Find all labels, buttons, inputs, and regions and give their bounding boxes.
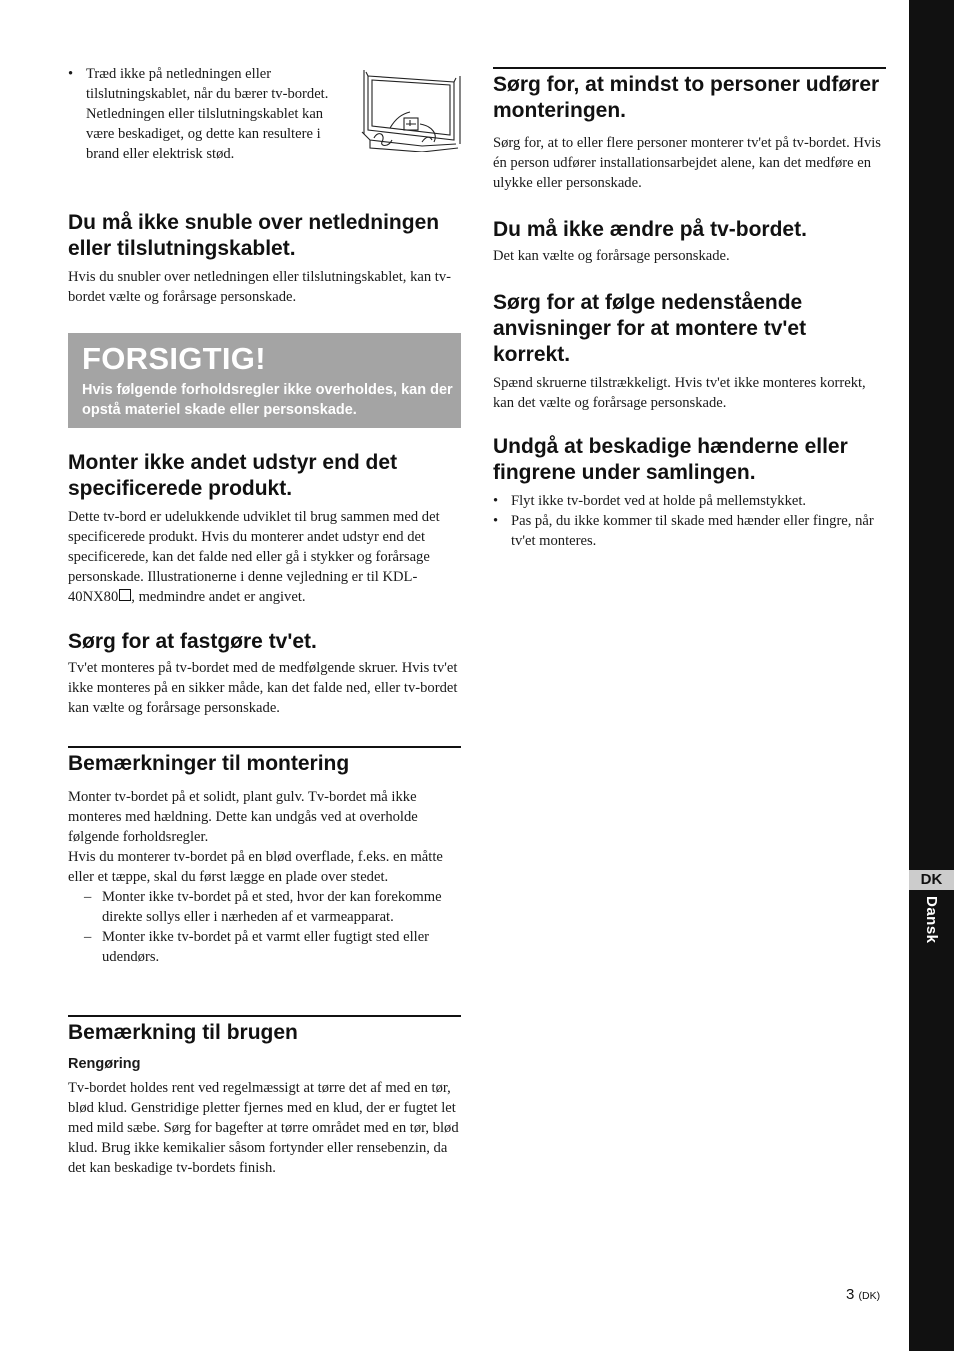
section-fasten-tv — [68, 629, 461, 718]
section-protect-hands — [493, 434, 886, 551]
section-heading: Sørg for at fastgøre tv'et. — [68, 630, 317, 653]
caution-title: FORSIGTIG! — [82, 341, 266, 376]
dash-list — [68, 887, 461, 967]
dash-item: – Monter ikke tv-bordet på et varmt eller fugtigt sted eller udendørs. — [84, 927, 461, 967]
section-body: Tv'et monteres på tv-bordet med de medfølgende skruer. Hvis tv'et ikke monteres på en sikker måde, kan det falde ned, eller tv-bordet kan vælte og forårsage personskade. — [68, 660, 458, 716]
section-heading: Bemærkning til brugen — [68, 1021, 298, 1044]
section-rule — [493, 67, 886, 69]
section-no-modify — [493, 217, 886, 266]
caution-box — [68, 333, 461, 428]
page-number-suffix: (DK) — [858, 1290, 881, 1302]
section-body: Sørg for, at to eller flere personer monterer tv'et på tv-bordet. Hvis én person udfører installationsarbejdet alene, kan det medføre en ulykke eller personskade. — [493, 135, 881, 191]
language-code-tab: DK — [909, 870, 954, 890]
caution-note: Hvis følgende forholdsregler ikke overholdes, kan der opstå materiel skade eller personskade. — [82, 382, 453, 418]
dash-item: – Monter ikke tv-bordet på et sted, hvor der kan forekomme direkte sollys eller i nærheden af et varmeapparat. — [84, 887, 461, 927]
section-body: Spænd skruerne tilstrækkeligt. Hvis tv'et ikke monteres korrekt, kan det vælte og forårsage personskade. — [493, 375, 866, 411]
section-heading: Bemærkninger til montering — [68, 752, 350, 775]
bullet-item: • Flyt ikke tv-bordet ved at holde på mellemstykket. — [493, 491, 886, 511]
section-body-text-end: , medmindre andet er angivet. — [131, 589, 306, 605]
section-rule — [68, 1015, 461, 1017]
section-body: Hvis du snubler over netledningen eller tilslutningskablet, kan tv-bordet vælte og forårsage personskade. — [68, 269, 452, 305]
model-placeholder-box — [119, 589, 131, 601]
section-body: Tv-bordet holdes rent ved regelmæssigt at tørre det af med en tør, blød klud. Genstridige pletter fjernes med en klud, der er fugtet let med mild sæbe. Sørg for bagefter at tørre området med en tør, blød klud. Brug ikke kemikalier såsom fortynder eller rensebenzin, da det kan beskadige tv-bordets finish. — [68, 1080, 459, 1176]
page-number — [846, 1286, 880, 1303]
section-paragraph: Monter tv-bordet på et solidt, plant gulv. Tv-bordet må ikke monteres med hældning. Dette kan undgås ved at overholde følgende forholdsregler. — [68, 789, 418, 845]
language-label-text: Dansk — [923, 896, 940, 944]
language-sidebar — [909, 0, 954, 1351]
section-two-persons — [493, 72, 886, 193]
section-heading: Du må ikke ændre på tv-bordet. — [493, 218, 807, 241]
bullet-list — [493, 491, 886, 551]
page-number-value: 3 — [846, 1286, 855, 1303]
section-heading: Du må ikke snuble over netledningen eller tilslutningskablet. — [68, 211, 440, 260]
section-no-tripping — [68, 210, 461, 307]
bullet-item: • Pas på, du ikke kommer til skade med hænder eller fingre, når tv'et monteres. — [493, 511, 886, 551]
subheading-cleaning: Rengøring — [68, 1056, 141, 1072]
section-rule — [68, 746, 461, 748]
section-heading: Sørg for, at mindst to personer udfører monteringen. — [493, 73, 880, 122]
section-heading: Undgå at beskadige hænderne eller fingrene under samlingen. — [493, 435, 848, 484]
section-body: Det kan vælte og forårsage personskade. — [493, 248, 730, 264]
section-mounting-notes — [68, 751, 461, 967]
section-specified-product — [68, 450, 461, 607]
section-heading: Monter ikke andet udstyr end det specificerede produkt. — [68, 451, 398, 500]
section-paragraph: Hvis du monterer tv-bordet på en blød overflade, f.eks. en måtte eller et tæppe, skal du først lægge en plade over stedet. — [68, 849, 443, 885]
section-body-text: Dette tv-bord er udelukkende udviklet til brug sammen med det specificerede produkt. Hvis du monterer andet udstyr end det specificerede, kan det falde ned eller gå i stykker og forårsage personskade. Illustrationerne i denne vejledning er til KDL-40NX80 — [68, 509, 440, 605]
intro-bullet-item: • Træd ikke på netledningen eller tilslutningskablet, når du bærer tv-bordet. Netledningen eller tilslutningskablet kan være beskadiget, og dette kan resultere i brand eller elektrisk stød. — [68, 64, 350, 164]
section-body — [68, 507, 461, 607]
section-usage-note — [68, 1020, 461, 1178]
intro-bullet-list — [68, 64, 350, 164]
section-heading: Sørg for at følge nedenstående anvisninger for at montere tv'et korrekt. — [493, 291, 807, 366]
language-label — [917, 894, 945, 958]
section-follow-instructions — [493, 290, 886, 413]
tv-cable-illustration — [360, 68, 464, 152]
